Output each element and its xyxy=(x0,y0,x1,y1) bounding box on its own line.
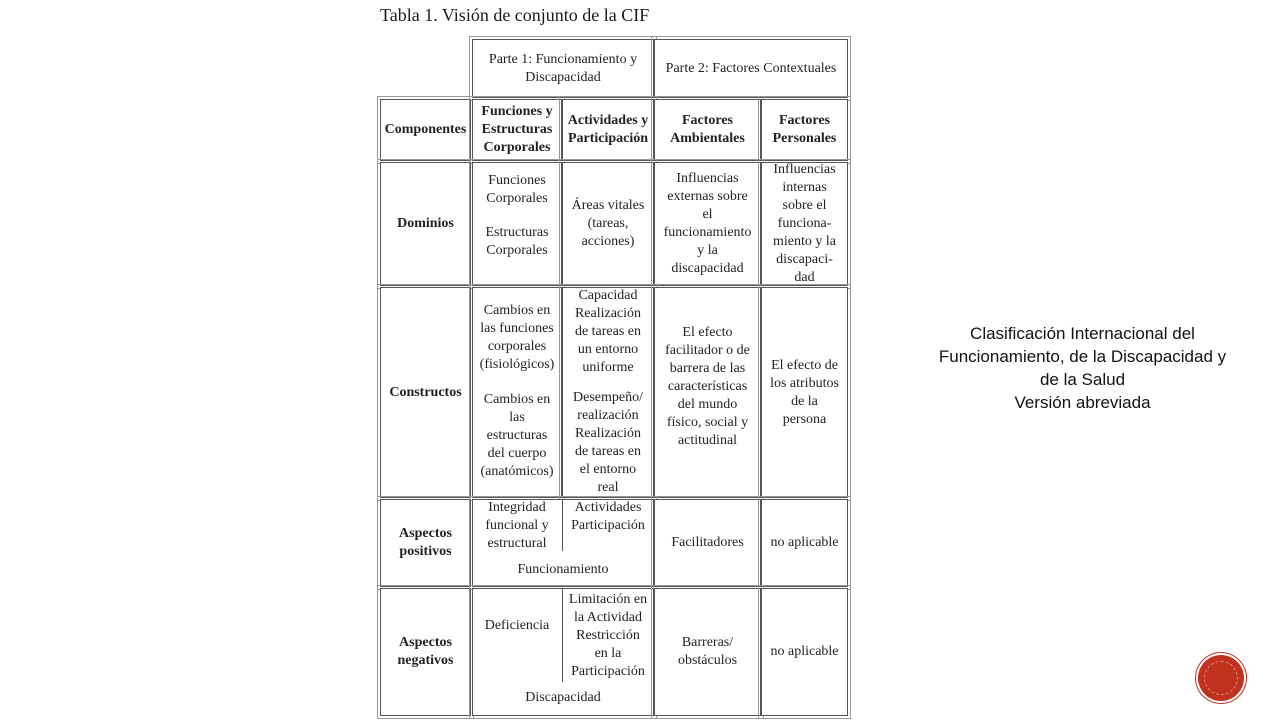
constructos-label: Constructos xyxy=(389,384,462,400)
constructos-actividades-a: Capacidad Realización de tareas en un entorno uniforme xyxy=(574,288,642,375)
personales-header: Factores Personales xyxy=(772,113,837,146)
part2-header: Parte 2: Factores Contextuales xyxy=(665,60,837,76)
componentes-header: Componentes xyxy=(384,122,467,137)
dominios-personales: Influencias internas sobre el funciona- miento y la discapaci- dad xyxy=(773,162,836,285)
constructos-actividades-b: Desempeño/ realización Realización de tareas en el entorno real xyxy=(573,390,643,495)
negativos-label: Aspectos negativos xyxy=(397,635,454,668)
decorative-circle-inner xyxy=(1204,661,1238,695)
positivos-funcionamiento: Funcionamiento xyxy=(517,562,609,577)
positivos-label: Aspectos positivos xyxy=(399,526,452,559)
negativos-ambientales: Barreras/ obstáculos xyxy=(677,635,738,668)
constructos-personales: El efecto de los atributos de la persona xyxy=(770,357,839,427)
caption-line-1: Clasificación Internacional del xyxy=(970,324,1195,343)
positivos-funciones: Integridad funcional y estructural xyxy=(485,500,549,551)
dominios-funciones-a: Funciones Corporales xyxy=(486,173,548,206)
constructos-funciones-b: Cambios en las estructuras del cuerpo (anatómicos) xyxy=(480,392,554,479)
dominios-actividades: Áreas vitales (tareas, acciones) xyxy=(571,198,645,249)
constructos-ambientales: El efecto facilitador o de barrera de las características del mundo físico, social y actitudinal xyxy=(665,325,750,448)
negativos-actividades: Limitación en la Actividad Restricción en la Participación xyxy=(568,592,648,679)
negativos-personales: no aplicable xyxy=(770,644,839,659)
positivos-ambientales: Facilitadores xyxy=(671,535,744,550)
dominios-label: Dominios xyxy=(397,216,454,231)
caption-line-4: Versión abreviada xyxy=(1014,393,1151,412)
negativos-funciones: Deficiencia xyxy=(484,618,550,633)
funciones-header: Funciones y Estructuras Corporales xyxy=(481,104,553,155)
negativos-discapacidad: Discapacidad xyxy=(525,690,601,705)
part1-header: Parte 1: Funcionamiento y Discapacidad xyxy=(488,51,638,85)
positivos-actividades: Actividades Participación xyxy=(571,500,645,533)
caption-line-2: Funcionamiento, de la Discapacidad y xyxy=(938,347,1227,366)
constructos-funciones-a: Cambios en las funciones corporales (fisiológicos) xyxy=(479,303,555,372)
dominios-funciones-b: Estructuras Corporales xyxy=(485,225,549,258)
caption-line-3: de la Salud xyxy=(1039,370,1126,389)
table-title: Tabla 1. Visión de conjunto de la CIF xyxy=(380,5,650,25)
positivos-personales: no aplicable xyxy=(770,535,839,550)
decorative-circle-icon xyxy=(1198,655,1244,701)
ambientales-header: Factores Ambientales xyxy=(670,113,745,146)
actividades-header: Actividades y Participación xyxy=(567,113,649,146)
dominios-ambientales: Influencias externas sobre el funcionamiento y la discapacidad xyxy=(663,171,752,276)
slide-caption xyxy=(905,322,1260,414)
